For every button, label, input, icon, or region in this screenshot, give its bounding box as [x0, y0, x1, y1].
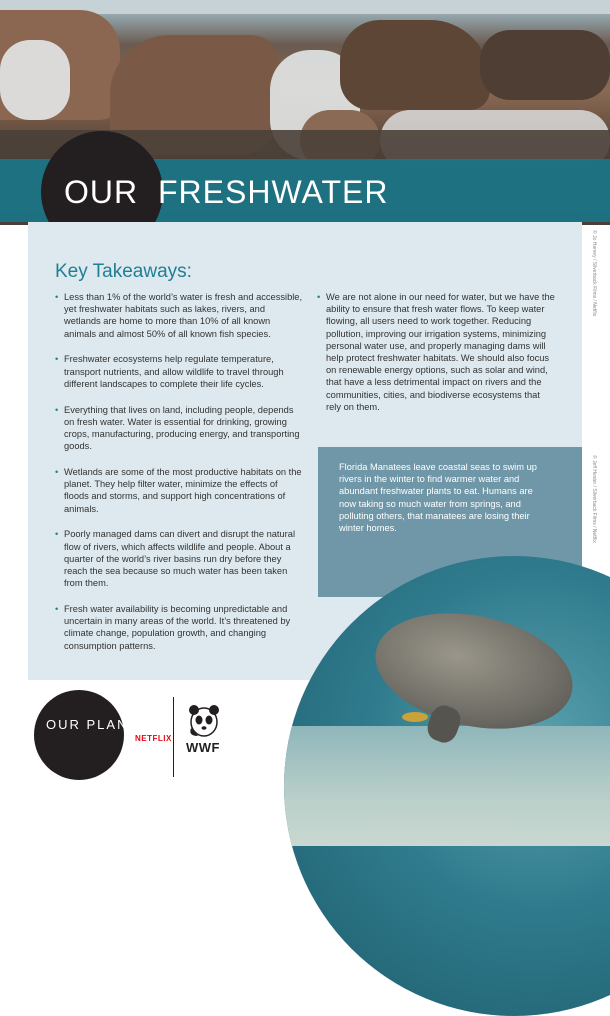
riverbed-sand: [284, 726, 610, 846]
takeaways-right-column: [317, 291, 557, 427]
manatee-caption: Florida Manatees leave coastal seas to swim up rivers in the winter to find warmer water and abundant freshwater plants to eat. Humans are now taking so much water from springs, and polluting others, that manatees are losing their winter homes.: [339, 462, 537, 534]
logo-divider: [173, 697, 174, 777]
netflix-logo: NETFLIX: [135, 734, 172, 743]
takeaway-item: • We are not alone in our need for water, but we have the ability to ensure that fresh water flows. To keep water flowing, all users need to work together. Reducing pollution, improving our irrigation systems, minimizing personal water use, and properly managing dams will help protect freshwater habitats. We should also focus on renewable energy options, such as solar and wind, that have a less detrimental impact on rivers and the communities, cities, and biodiverse ecosystems that rely on them.: [317, 291, 557, 413]
our-planet-logo-circle: [34, 690, 124, 780]
photo-credit-top: © Jo Harvey / Silverback Films / Netflix: [591, 230, 597, 317]
key-takeaways-heading: Key Takeaways:: [55, 261, 192, 282]
takeaway-item: • Freshwater ecosystems help regulate temperature, transport nutrients, and allow wildlife to travel through different landscapes to complete their life cycles.: [55, 353, 303, 390]
title-freshwater: FRESHWATER: [158, 174, 389, 210]
takeaway-item: • Poorly managed dams can divert and disrupt the natural flow of rivers, which affects wildlife and people. About a quarter of the world’s river basins run dry before they reach the sea because so much water has been taken from them.: [55, 528, 303, 589]
wwf-logo-text: WWF: [186, 740, 220, 755]
our-planet-logo-text: OUR PLANET: [46, 717, 150, 732]
manatee-shape: [365, 596, 583, 745]
title-our: OUR: [64, 174, 139, 210]
takeaway-item: • Fresh water availability is becoming unpredictable and uncertain in many areas of the world. It’s threatened by climate change, population growth, and changing consumption patterns.: [55, 603, 303, 652]
takeaways-left-column: [55, 291, 303, 665]
wwf-panda-icon: [186, 702, 222, 738]
takeaway-item: • Everything that lives on land, including people, depends on fresh water. Water is essential for drinking, growing crops, manufacturing, producing energy, and transporting goods.: [55, 404, 303, 453]
takeaway-item: • Wetlands are some of the most productive habitats on the planet. They help filter water, minimize the effects of floods and storms, and support high concentrations of animals.: [55, 466, 303, 515]
photo-credit-bottom: © Jeff Hester / Silverback Films / Netflix: [591, 455, 597, 543]
fish-shape: [402, 712, 428, 722]
takeaway-item: • Less than 1% of the world’s water is fresh and accessible, yet freshwater habitats such as lakes, rivers, and wetlands are home to more than 10% of all known animals and almost 50% of all known fish species.: [55, 291, 303, 340]
